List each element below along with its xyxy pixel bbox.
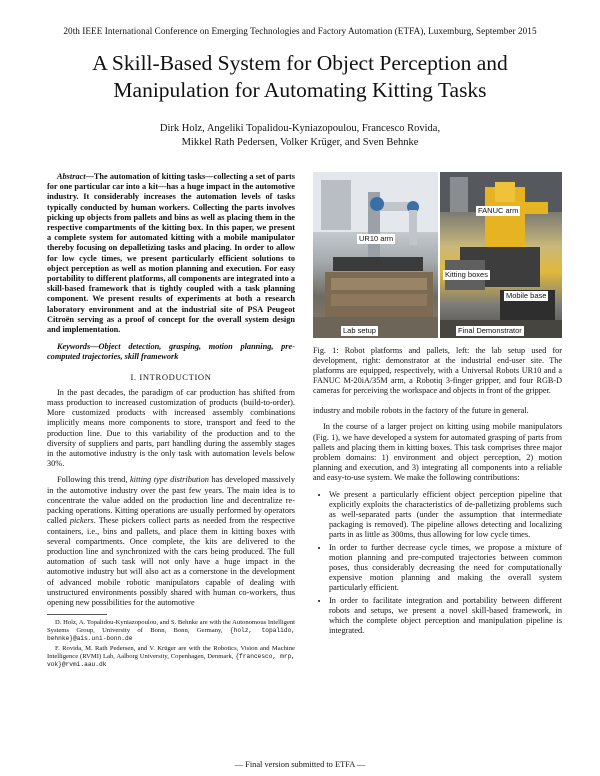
figure-robot-platforms [313,172,562,338]
footnote-aalborg [47,645,295,669]
title-line-1: A Skill-Based System for Object Perception and [92,51,508,75]
lab-setup-photo [313,172,438,338]
footnote-bonn-text: D. Holz, A. Topalidou-Kyniazopoulou, and S. Behnke are with the Autonomous Intelligent Systems Group, University of Bonn, Bonn, Germany, [47,619,295,635]
intro-paragraph-1: In the past decades, the paradigm of car production has shifted from mass production to increased customization of products (build-to-order). More customized products with increased assembly combinations implicitly means more components to store, transport and feed to the production line. Due to this variability of the production and to the diversity of suppliers and parts, part handling during the assembly stages in the automotive industry is the only task with automation levels below 30%. [47,387,295,469]
label-ur10-arm: UR10 arm [359,234,394,243]
paper-title [40,50,560,104]
footnote-bonn-email: {holz, topalido, behnke}@ais.uni-bonn.de [47,627,295,643]
conference-header: 20th IEEE International Conference on Emerging Technologies and Factory Automation (ETFA), Luxemburg, September 2015 [63,26,537,36]
right-column [313,172,562,638]
lab-setup-illustration [313,172,438,338]
demonstrator-illustration [440,172,562,338]
title-line-2: Manipulation for Automating Kitting Tasks [113,78,487,102]
label-lab-setup: Lab setup [343,326,376,335]
contributions-list [313,490,562,637]
final-demonstrator-photo [440,172,562,338]
abstract-text: —The automation of kitting tasks—collecting a set of parts for one particular car into a kit—has a huge impact in the automotive industry. It considerably increases the automation levels of tasks typically conducted by human workers. Collecting the parts involves picking up objects from pallets and bins as well as placing them in the respective compartments of the kitting box. In this paper, we present a complete system for automated kitting with a mobile manipulator thereby focusing on depalletizing tasks and placing. In order to allow for low cycle times, we present particularly efficient solutions to object perception as well as motion planning and execution. For easy portability to different platforms, all components are integrated into a skill-based framework that is tightly coupled with a task planning component. We present results of experiments at both a research laboratory environment and at the industrial site of PSA Peugeot Citroën serving as a proof of concept for the overall system design and implementation. [47,172,295,335]
keywords [47,342,295,362]
section-heading-introduction: I. INTRODUCTION [130,371,212,382]
label-mobile-base: Mobile base [506,291,547,300]
footnote-divider [47,614,107,615]
footnote-aalborg-text: F. Rovida, M. Rath Pedersen, and V. Krüger are with the Robotics, Vision and Machine Intelligence (RVMI) Lab, Aalborg University, Copenhagen, Denmark, [47,645,295,661]
left-column [47,172,295,671]
label-fanuc-arm: FANUC arm [478,206,519,215]
keywords-text: —Object detection, grasping, motion planning, pre-computed trajectories, skill framework [47,342,295,362]
abstract [47,172,295,335]
intro-p2-middle: has developed massively in the automotive industry over the past few years. The main idea is to concentrate the value added on the production line and decentralize re-packing operations. Kitting operations are usually performed by operators called [47,475,295,526]
intro-p2-start: Following this trend, [57,475,130,485]
term-kitting-type-distribution: kitting type distribution [129,475,209,485]
term-pickers: pickers [69,516,94,526]
authors-line-1: Dirk Holz, Angeliki Topalidou-Kyniazopoulou, Francesco Rovida, [159,123,441,134]
footnote-aalborg-email: {francesco, mrp, vok}@rvmi.aau.dk [47,653,295,669]
page-footer: — Final version submitted to ETFA — [234,760,366,769]
footnote-bonn [47,619,295,643]
contribution-item: • In order to facilitate integration and portability between different robots and setups, we present a novel skill-based framework, in which the complete object perception and manipulation pipeline is integrated. [329,596,562,637]
contribution-item: • We present a particularly efficient object perception pipeline that explicitly exploits the characteristics of de-palletizing problems such as well-separated parts (under the assumption that intermediate packaging is removed). The pipeline allows detecting and localizing parts in as little as 300ms, thus allowing for low cycle times. [329,490,562,541]
right-paragraph-1: industry and mobile robots in the factory of the future in general. [313,406,529,416]
intro-paragraph-2 [47,475,295,608]
right-paragraph-2: In the course of a larger project on kitting using mobile manipulators (Fig. 1), we have developed a system for automated grasping of parts from pallets and placing them in kitting boxes. This task comprises three major problem domains: 1) environment and object perception, 2) motion planning and execution, and 3) integrating all components into a reliable and easy-to-use system. We make the following contributions: [313,422,562,483]
contribution-item: • In order to further decrease cycle times, we propose a mixture of motion planning and pre-computed trajectories between common poses, thus considerably decreasing the need for computationally expensive motion planning and making the overall system particularly efficient. [329,543,562,594]
figure-caption: Fig. 1: Robot platforms and pallets, left: the lab setup used for development, right: demonstrator at the industrial end-user site. The platforms are equipped, respectively, with a Universal Robots UR10 and a FANUC M-20iA/35M arm, a Robotiq 3-finger gripper, and four RGB-D cameras for perceiving the workspace and objects in front of the gripper. [313,346,562,396]
abstract-label: Abstract [57,172,86,181]
label-final-demonstrator: Final Demonstrator [458,326,522,335]
author-list [40,122,560,150]
keywords-label: Keywords [57,342,91,352]
label-kitting-boxes: Kitting boxes [445,270,488,279]
intro-p2-end: . These pickers collect parts as needed from the respective containers, i.e., bins and pallets, and place them in kitting boxes with several compartments. Once complete, the kits are delivered to the production line and synchronized with the cars being produced. The full automation of such task will not only have a huge impact in the automotive industry but will also act as a cornerstone in the development of advanced mobile robotic manipulators capable of dealing with unstructured environments possibly shared with human co-workers, thus opening new possibilities for the automotive [47,516,295,607]
authors-line-2: Mikkel Rath Pedersen, Volker Krüger, and Sven Behnke [181,137,419,148]
